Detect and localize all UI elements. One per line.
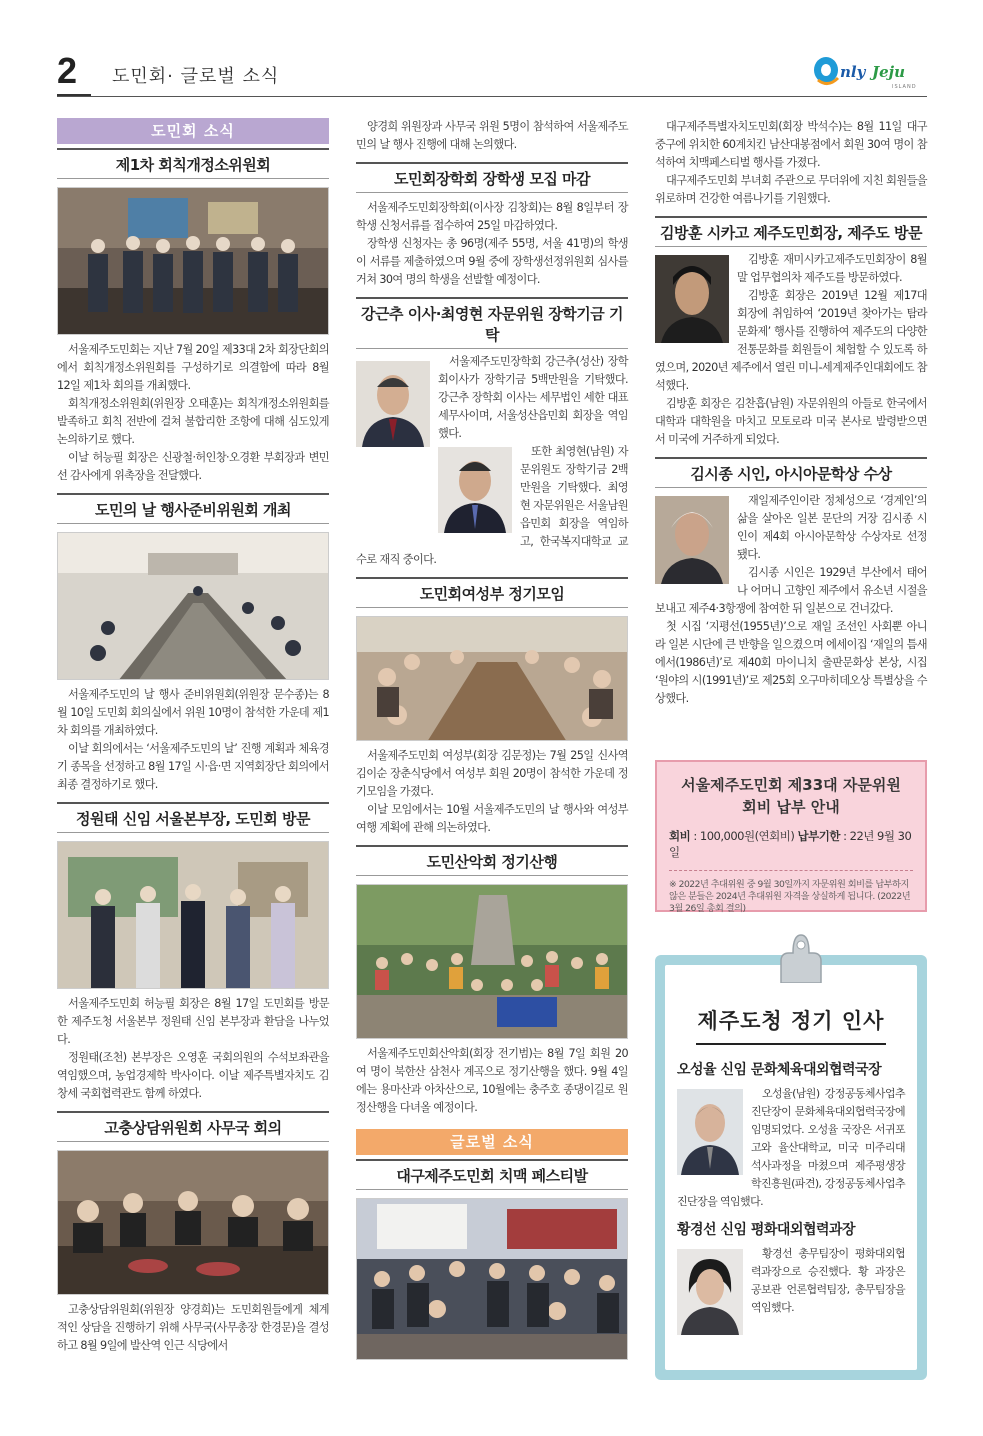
only-jeju-logo [810,50,930,95]
paragraph: 서울제주도민회 여성부(회장 김문정)는 7월 25일 신사역 김이순 장춘식당에서 여성부 회원 20명이 참석한 가운데 정기모임을 가졌다. [356,749,628,798]
paragraph: 김방훈 재미시카고제주도민회장이 8월말 업무협의차 제주도를 방문하였다. [737,253,927,284]
appointment-heading: 오성율 신임 문화체육대외협력국장 [677,1062,882,1078]
column-left [57,118,329,1355]
paragraph: 고충상담위원회(위원장 양경희)는 도민회원들에게 체계적인 상담을 진행하기 위해 사무국(사무총장 한경문)을 결성하고 8월 9일에 발산역 인근 식당에서 [57,1303,329,1352]
paragraph: 서울제주도민회장학회(이사장 김창회)는 8월 8일부터 장학생 신청서류를 접수하여 25일 마감하였다. [356,201,628,232]
board-title: 제주도청 정기 인사 [696,1005,886,1045]
paragraph: 김방훈 회장은 김찬흡(남원) 자문위원의 아들로 한국에서 대학과 대학원을 마치고 모토로라 미국 본사로 발령받으면서 미국에 거주하게 되었다. [655,397,927,446]
section-band-domin: 도민회 소식 [57,118,329,144]
paragraph: 서울제주도민회산악회(회장 전기범)는 8월 7일 회원 20여 명이 북한산 삼천사 계곡으로 정기산행을 했다. 9월 4일에는 용마산과 아차산으로, 10월에는 충주호 종댕이길로 원정산행을 다녀올 예정이다. [356,1047,628,1114]
paragraph: 첫 시집 ‘지평선(1955년)’으로 재일 조선인 사회뿐 아니라 일본 시단에 큰 반향을 일으켰으며 에세이집 ‘재일의 틈새에서(1986년)’로 제40회 마이니치 출판문화상 본상, 시집 ‘원야의 시(1991년)’로 제25회 오구마히데오상 특별상을 수상했다. [655,620,927,705]
notice-footnote: ※ 2022년 추대위원 중 9월 30일까지 자문위원 회비를 납부하지 않은 분들은 2024년 추대위원 자격을 상실하게 됩니다. (2022년 3월 26일 총회 결의) [669,870,913,915]
due-label: 납부기한 [797,829,840,843]
article-title: 도민회여성부 정기모임 [356,577,628,608]
paragraph: 대구제주특별자치도민회(회장 박석수)는 8월 11일 대구 중구에 위치한 60계치킨 남산대봉점에서 회원 30여 명이 참석하여 치맥페스티벌 행사를 가졌다. [655,120,927,169]
personnel-clipboard [655,955,927,1380]
paragraph: 서울제주도민회는 지난 7월 20일 제33대 2차 회장단회의에서 회칙개정소위원회를 구성하기로 의결함에 따라 8월 12일 제1차 회의를 개최했다. [57,343,329,392]
paragraph: 장학생 신청자는 총 96명(제주 55명, 서울 41명)의 학생이 서류를 제출하였으며 9월 중에 장학생선정위원회 심사를 거쳐 30여 명의 학생을 선발할 예정이다. [356,237,628,286]
portrait-photo [356,361,430,447]
appointment-heading: 황경선 신임 평화대외협력과장 [677,1222,856,1238]
svg-text:Jeju: Jeju [872,63,905,81]
article-body-with-portraits [356,353,628,569]
paragraph: 오성율(남원) 강정공동체사업추진단장이 문화체육대외협력국장에 임명되었다. 오성율 국장은 서귀포고와 율산대학교, 미국 미주리대 석사과정을 마쳤으며 제주평생장학진흥원(파견), 강정공동체사업추진단장을 역임했다. [677,1087,905,1208]
article-title: 정원태 신임 서울본부장, 도민회 방문 [57,802,329,833]
meeting-photo [57,532,329,680]
article-title: 도민의 날 행사준비위원회 개최 [57,493,329,524]
portrait-photo [677,1249,743,1335]
article-title: 도민산악회 정기산행 [356,845,628,876]
article-title: 제1차 회칙개정소위원회 [57,148,329,179]
group-photo [57,187,329,335]
clip-icon [773,927,829,983]
section-title: 도민회· 글로벌 소식 [112,66,280,87]
svg-text:nly: nly [840,63,866,81]
page-header [0,0,983,104]
paragraph: 이날 모임에서는 10월 서울제주도민의 날 행사와 여성부 여행 계획에 관해 의논하였다. [356,803,628,834]
article-title: 대구제주도민회 치맥 페스티발 [356,1159,628,1190]
hiking-group-photo [356,884,628,1039]
article-title: 김방훈 시카고 제주도민회장, 제주도 방문 [655,216,927,247]
portrait-photo [677,1089,743,1175]
fee-label: 회비 [669,829,691,843]
dinner-photo [57,1150,329,1295]
svg-text:ISLAND: ISLAND [892,84,917,90]
notice-fee-line [669,828,913,860]
article-title: 김시종 시인, 아시아문학상 수상 [655,457,927,488]
paragraph: 황경선 총무팀장이 평화대외협력과장으로 승진했다. 황 과장은 공보관 언론협력팀장, 총무팀장을 역임했다. [751,1247,905,1314]
paragraph: 서울제주도민의 날 행사 준비위원회(위원장 문수종)는 8월 10일 도민회 회의실에서 위원 10명이 참석한 가운데 제1차 회의를 개최하였다. [57,688,329,737]
article-title: 도민회장학회 장학생 모집 마감 [356,162,628,193]
article-title: 강근추 이사·최영현 자문위원 장학기금 기탁 [356,297,628,349]
portrait-photo [655,255,729,343]
paragraph: 서울제주도민장학회 강근추(성산) 장학회이사가 장학기금 5백만원을 기탁했다. 강근추 장학회 이사는 세무법인 세한 대표세무사이며, 서울성산읍민회 회장을 역임했다. [438,355,628,440]
paragraph: 양경희 위원장과 사무국 위원 5명이 참석하여 서울제주도민의 날 행사 진행에 대해 논의했다. [356,120,628,151]
appointment-body [677,1245,905,1337]
due-value: : 22년 9월 30일 [669,829,912,859]
column-right [655,118,927,708]
fee-value: : 100,000원(연회비) [690,829,798,843]
section-band-global: 글로벌 소식 [356,1129,628,1155]
portrait-photo [438,447,512,533]
paragraph: 재일제주인이란 정체성으로 ‘경계인’의 삶을 살아온 일본 문단의 거장 김시종 시인이 제4회 아시아문학상 수상자로 선정됐다. [737,494,927,561]
paragraph: 정원태(조천) 본부장은 오영훈 국회의원의 수석보좌관을 역임했으며, 농업경제학 박사이다. 이날 제주특별자치도 김창세 국회협력관도 함께 하였다. [57,1051,329,1100]
appointment-body [677,1085,905,1211]
article-body-with-portrait [655,251,927,449]
clipboard-paper [665,965,917,1370]
women-group-photo [356,616,628,741]
paragraph: 서울제주도민회 허능필 회장은 8월 17일 도민회를 방문한 제주도청 서울본부 정원태 신임 본부장과 환담을 나누었다. [57,997,329,1046]
paragraph: 또한 최영현(남원) 자문위원도 장학기금 2백만원을 기탁했다. 최영현 자문위원은 서울남원읍민회 회장을 역임하고, 한국복지대학교 교수로 재직 중이다. [356,445,628,566]
fee-notice-box [655,760,927,912]
article-title: 고충상담위원회 사무국 회의 [57,1111,329,1142]
paragraph: 대구제주도민회 부녀회 주관으로 무더위에 지친 회원들을 위로하며 건강한 여름나기를 기원했다. [655,174,927,205]
chimaek-festival-photo [356,1198,628,1360]
column-middle [356,118,628,1360]
article-body-with-portrait [655,492,927,708]
visit-photo [57,841,329,989]
notice-title-line2: 회비 납부 안내 [742,798,840,816]
portrait-photo [655,496,729,584]
paragraph: 이날 회의에서는 ‘서울제주도민의 날’ 진행 계획과 체육경기 종목을 선정하고 8월 17일 시·읍·면 지역회장단 회의에서 최종 결정하기로 했다. [57,742,329,791]
paragraph: 회칙개정소위원회(위원장 오태훈)는 회칙개정소위원회를 발족하고 회칙 전반에 걸쳐 불합리한 조항에 대해 심도있게 논의하기로 했다. [57,397,329,446]
paragraph: 김방훈 회장은 2019년 12월 제17대 회장에 취임하여 ‘2019년 찾아가는 탐라문화제’ 행사를 진행하여 제주도의 다양한 전통문화를 회원들이 체험할 수 있도록 하였으며, 2020년 제주에서 열린 미니-세계제주인대회에도 참석했다. [655,289,927,392]
notice-title-line1: 서울제주도민회 제33대 자문위원 [681,776,901,794]
paragraph: 김시종 시인은 1929년 부산에서 태어나 어머니 고향인 제주에서 유소년 시절을 보내고 제주4·3항쟁에 참여한 뒤 일본으로 건너갔다. [655,566,927,615]
page-number: 2 [57,50,78,91]
header-rule [57,96,927,97]
paragraph: 이날 허능필 회장은 신광철·허인창·오경환 부회장과 변민선 감사에게 위촉장을 전달했다. [57,451,329,482]
